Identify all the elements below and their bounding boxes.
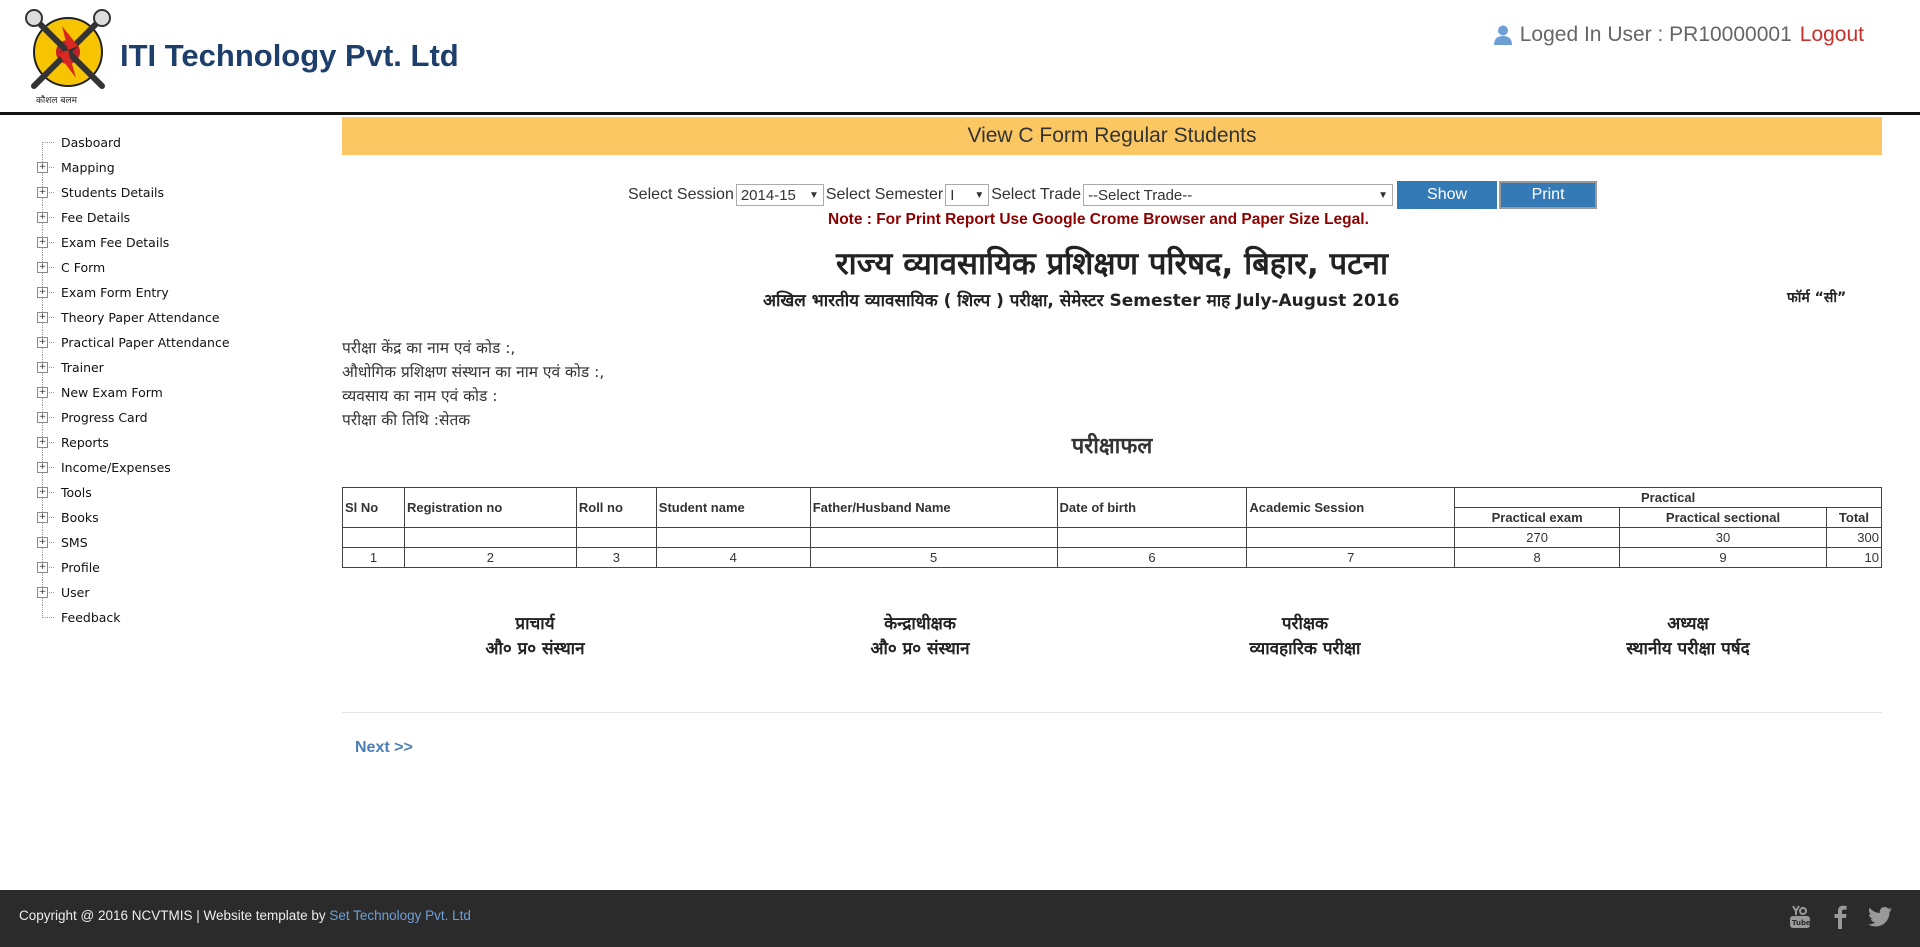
logo-caption: कौशल बलम bbox=[36, 96, 77, 106]
expand-icon[interactable]: + bbox=[38, 162, 47, 172]
signature-subtitle: औ० प्र० संस्थान bbox=[870, 639, 970, 659]
expand-icon[interactable]: + bbox=[38, 562, 47, 572]
user-icon bbox=[1494, 25, 1512, 45]
tree-connector bbox=[34, 480, 52, 505]
expand-icon[interactable]: + bbox=[38, 537, 47, 547]
twitter-icon[interactable] bbox=[1868, 904, 1892, 930]
signature-title: परीक्षक bbox=[1281, 614, 1329, 634]
tree-connector bbox=[34, 305, 52, 330]
signature-superintendent bbox=[750, 612, 1090, 662]
report-title: राज्य व्यावसायिक प्रशिक्षण परिषद, बिहार, पटना bbox=[835, 246, 1389, 282]
table-header-row bbox=[343, 488, 1882, 508]
expand-icon[interactable]: + bbox=[38, 412, 47, 422]
sidebar-item-label: Tools bbox=[61, 485, 92, 500]
sidebar-item-label: Reports bbox=[61, 435, 109, 450]
table-cell: 1 bbox=[343, 548, 405, 568]
table-cell: 270 bbox=[1455, 528, 1620, 548]
divider bbox=[342, 712, 1882, 713]
expand-icon[interactable]: + bbox=[38, 487, 47, 497]
social-links bbox=[1788, 904, 1892, 930]
session-select[interactable] bbox=[736, 184, 824, 206]
col-header: Father/Husband Name bbox=[810, 488, 1057, 528]
info-line: परीक्षा केंद्र का नाम एवं कोड :, bbox=[342, 339, 516, 357]
next-link[interactable]: Next >> bbox=[355, 739, 413, 756]
trade-select[interactable] bbox=[1083, 184, 1393, 206]
tree-connector bbox=[34, 155, 52, 180]
tree-connector bbox=[34, 130, 52, 155]
result-table bbox=[342, 487, 1882, 568]
tree-connector bbox=[34, 355, 52, 380]
expand-icon[interactable]: + bbox=[38, 337, 47, 347]
trade-label: Select Trade bbox=[991, 186, 1082, 203]
tree-connector bbox=[34, 405, 52, 430]
sidebar-item-mapping[interactable] bbox=[34, 155, 334, 180]
sidebar-item-label: New Exam Form bbox=[61, 385, 163, 400]
sidebar-item-user[interactable] bbox=[34, 580, 334, 605]
expand-icon[interactable]: + bbox=[38, 512, 47, 522]
col-header: Total bbox=[1826, 508, 1881, 528]
signature-examiner bbox=[1135, 612, 1475, 662]
signature-title: अध्यक्ष bbox=[1667, 614, 1709, 634]
semester-select[interactable] bbox=[945, 184, 989, 206]
table-cell: 7 bbox=[1247, 548, 1455, 568]
sidebar-item-fee-details[interactable] bbox=[34, 205, 334, 230]
col-header: Academic Session bbox=[1247, 488, 1455, 528]
sidebar-item-label: C Form bbox=[61, 260, 106, 275]
sidebar-item-label: Books bbox=[61, 510, 99, 525]
print-button[interactable]: Print bbox=[1499, 181, 1597, 209]
tree-connector bbox=[34, 530, 52, 555]
report-subtitle: अखिल भारतीय व्यावसायिक ( शिल्प ) परीक्षा, सेमेस्टर Semester माह July-August 2016 bbox=[763, 291, 1400, 311]
practical-group-header: Practical bbox=[1455, 488, 1882, 508]
signature-subtitle: औ० प्र० संस्थान bbox=[485, 639, 585, 659]
signature-subtitle: स्थानीय परीक्षा पर्षद bbox=[1626, 639, 1750, 659]
table-cell: 300 bbox=[1826, 528, 1881, 548]
sidebar-tree bbox=[34, 130, 334, 630]
tree-connector bbox=[34, 505, 52, 530]
copyright bbox=[19, 908, 471, 923]
table-cell: 5 bbox=[810, 548, 1057, 568]
sidebar-item-sms[interactable] bbox=[34, 530, 334, 555]
svg-text:Tube: Tube bbox=[1792, 919, 1811, 927]
sidebar-item-label: Practical Paper Attendance bbox=[61, 335, 230, 350]
logo bbox=[22, 6, 114, 106]
page-title: View C Form Regular Students bbox=[342, 117, 1882, 155]
signature-title: प्राचार्य bbox=[515, 614, 555, 634]
table-cell: 10 bbox=[1826, 548, 1881, 568]
signature-chairman bbox=[1518, 612, 1858, 662]
sidebar-item-label: Income/Expenses bbox=[61, 460, 171, 475]
template-link[interactable]: Set Technology Pvt. Ltd bbox=[329, 908, 471, 923]
sidebar-item-label: Fee Details bbox=[61, 210, 131, 225]
sidebar-item-progress-card[interactable] bbox=[34, 405, 334, 430]
expand-icon[interactable]: + bbox=[38, 387, 47, 397]
copyright-text: Copyright @ 2016 NCVTMIS | Website template by bbox=[19, 908, 330, 923]
tree-connector bbox=[34, 580, 52, 605]
report-info bbox=[342, 336, 604, 432]
signature-principal bbox=[365, 612, 705, 662]
tree-connector bbox=[34, 330, 52, 355]
sidebar-item-profile[interactable] bbox=[34, 555, 334, 580]
logout-link[interactable]: Logout bbox=[1799, 23, 1864, 46]
expand-icon[interactable]: + bbox=[38, 587, 47, 597]
brand-title: ITI Technology Pvt. Ltd bbox=[120, 38, 459, 73]
youtube-icon[interactable] bbox=[1788, 904, 1812, 930]
expand-icon[interactable]: + bbox=[38, 287, 47, 297]
table-cell: 30 bbox=[1620, 528, 1827, 548]
semester-value: I bbox=[950, 186, 955, 204]
chevron-down-icon: ▼ bbox=[808, 189, 819, 201]
column-number-row bbox=[343, 548, 1882, 568]
col-header: Student name bbox=[656, 488, 810, 528]
session-label: Select Session bbox=[628, 186, 734, 203]
expand-icon[interactable]: + bbox=[38, 462, 47, 472]
info-line: परीक्षा की तिथि :सेतक bbox=[342, 411, 471, 429]
facebook-icon[interactable] bbox=[1828, 904, 1852, 930]
sidebar-item-students-details[interactable] bbox=[34, 180, 334, 205]
form-label: फॉर्म “सी” bbox=[1787, 290, 1847, 306]
expand-icon[interactable]: + bbox=[38, 262, 47, 272]
tree-connector bbox=[34, 205, 52, 230]
sidebar-item-label: Mapping bbox=[61, 160, 115, 175]
col-header: Roll no bbox=[576, 488, 656, 528]
max-marks-row bbox=[343, 528, 1882, 548]
print-note: Note : For Print Report Use Google Crome Browser and Paper Size Legal. bbox=[828, 211, 1369, 228]
sidebar-item-practical-paper-attendance[interactable] bbox=[34, 330, 334, 355]
tree-connector bbox=[34, 605, 52, 630]
sidebar-item-trainer[interactable] bbox=[34, 355, 334, 380]
sidebar-item-label: Trainer bbox=[61, 360, 104, 375]
expand-icon[interactable]: + bbox=[38, 437, 47, 447]
col-header: Date of birth bbox=[1057, 488, 1247, 528]
semester-label: Select Semester bbox=[825, 186, 944, 203]
sidebar-item-label: SMS bbox=[61, 535, 88, 550]
user-info bbox=[1494, 23, 1864, 47]
header bbox=[0, 0, 1920, 115]
expand-icon[interactable]: + bbox=[38, 237, 47, 247]
show-button[interactable]: Show bbox=[1397, 181, 1497, 209]
trade-value: --Select Trade-- bbox=[1088, 186, 1193, 204]
sidebar-item-label: Theory Paper Attendance bbox=[61, 310, 220, 325]
footer bbox=[0, 890, 1920, 947]
logged-in-user: Loged In User : PR10000001 bbox=[1519, 23, 1792, 46]
info-line: व्यवसाय का नाम एवं कोड : bbox=[342, 387, 498, 405]
signature-title: केन्द्राधीक्षक bbox=[884, 614, 956, 634]
table-cell: 9 bbox=[1620, 548, 1827, 568]
table-cell: 8 bbox=[1455, 548, 1620, 568]
sidebar-item-label: Exam Fee Details bbox=[61, 235, 170, 250]
signature-subtitle: व्यावहारिक परीक्षा bbox=[1249, 639, 1361, 659]
info-line: औधोगिक प्रशिक्षण संस्थान का नाम एवं कोड :, bbox=[342, 363, 605, 381]
tree-connector bbox=[34, 180, 52, 205]
sidebar-item-theory-paper-attendance[interactable] bbox=[34, 305, 334, 330]
col-header: Registration no bbox=[404, 488, 576, 528]
sidebar-item-feedback[interactable] bbox=[34, 605, 334, 630]
expand-icon[interactable]: + bbox=[38, 187, 47, 197]
sidebar-item-label: Students Details bbox=[61, 185, 165, 200]
session-value: 2014-15 bbox=[740, 186, 796, 204]
sidebar-item-label: Feedback bbox=[61, 610, 121, 625]
expand-icon[interactable]: + bbox=[38, 362, 47, 372]
table-cell: 4 bbox=[656, 548, 810, 568]
sidebar-item-label: Profile bbox=[61, 560, 100, 575]
filter-bar bbox=[628, 181, 1597, 209]
expand-icon[interactable]: + bbox=[38, 212, 47, 222]
sidebar-item-label: Progress Card bbox=[61, 410, 148, 425]
table-cell: 6 bbox=[1057, 548, 1247, 568]
sidebar-item-tools[interactable] bbox=[34, 480, 334, 505]
sidebar-item-label: Exam Form Entry bbox=[61, 285, 169, 300]
sidebar-item-label: User bbox=[61, 585, 90, 600]
chevron-down-icon: ▼ bbox=[974, 189, 985, 201]
tree-connector bbox=[34, 380, 52, 405]
sidebar-item-dasboard[interactable] bbox=[34, 130, 334, 155]
table-cell: 2 bbox=[404, 548, 576, 568]
result-heading: परीक्षाफल bbox=[1071, 434, 1153, 459]
table-cell: 3 bbox=[576, 548, 656, 568]
sidebar-item-books[interactable] bbox=[34, 505, 334, 530]
chevron-down-icon: ▼ bbox=[1378, 189, 1389, 201]
col-header: Sl No bbox=[343, 488, 405, 528]
sidebar-item-label: Dasboard bbox=[61, 135, 121, 150]
col-header: Practical sectional bbox=[1620, 508, 1827, 528]
expand-icon[interactable]: + bbox=[38, 312, 47, 322]
sidebar-item-new-exam-form[interactable] bbox=[34, 380, 334, 405]
tree-connector bbox=[34, 555, 52, 580]
col-header: Practical exam bbox=[1455, 508, 1620, 528]
